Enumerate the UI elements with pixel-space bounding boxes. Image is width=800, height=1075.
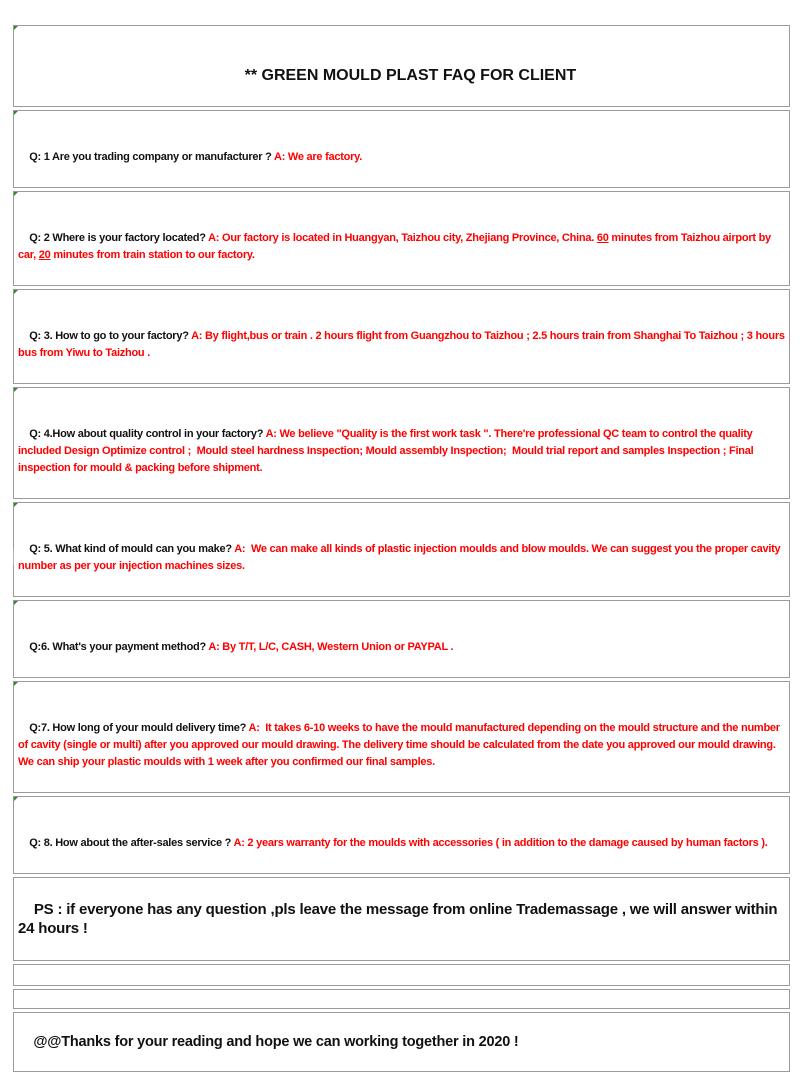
faq-row-q7 <box>13 681 790 793</box>
ps-note-row <box>13 877 790 961</box>
faq-row-q6 <box>13 600 790 678</box>
cell-corner-marker-icon <box>14 503 18 507</box>
cell-corner-marker-icon <box>14 388 18 392</box>
faq-answer: minutes from train station to our factory. <box>50 249 255 261</box>
faq-row-q8 <box>13 796 790 874</box>
cell-corner-marker-icon <box>14 682 18 686</box>
faq-answer: minutes from Taizhou airport by car, <box>18 232 774 261</box>
cell-corner-marker-icon <box>14 26 18 30</box>
partial-cell-border <box>13 549 14 565</box>
cell-corner-marker-icon <box>14 797 18 801</box>
empty-row <box>13 989 790 1009</box>
faq-question: Q: 4.How about quality control in your factory? <box>29 428 266 440</box>
faq-question: Q: 1 Are you trading company or manufacturer ? <box>29 151 274 163</box>
cell-corner-marker-icon <box>14 290 18 294</box>
faq-question: Q:7. How long of your mould delivery time? <box>29 722 249 734</box>
faq-question: Q: 3. How to go to your factory? <box>29 330 192 342</box>
faq-answer: A: By T/T, L/C, CASH, Western Union or PAYPAL . <box>208 641 454 653</box>
faq-question: Q: 5. What kind of mould can you make? <box>29 543 235 555</box>
faq-row-q3 <box>13 289 790 384</box>
faq-question: Q: 8. How about the after-sales service ? <box>29 837 234 849</box>
faq-row-q2 <box>13 191 790 286</box>
faq-answer-underlined: 20 <box>38 249 51 261</box>
thanks-note-text: @@Thanks for your reading and hope we can working together in 2020 ! <box>33 1034 519 1050</box>
cell-corner-marker-icon <box>14 192 18 196</box>
ps-note-text: PS : if everyone has any question ,pls leave the message from online Trademassage , we will answer within 24 hours ! <box>18 901 786 937</box>
title-row <box>13 25 790 107</box>
faq-row-q4 <box>13 387 790 499</box>
faq-answer: A: We believe "Quality is the first work task ". There're professional QC team to control the quality included Design Optimize control ; Mould steel hardness Inspection; Mould assembly Inspection; Mould trial report and samples Inspection ; Final inspection for mould & packing before shipment. <box>18 428 757 474</box>
faq-answer-underlined: 60 <box>596 232 609 244</box>
cell-corner-marker-icon <box>14 111 18 115</box>
empty-row <box>13 964 790 986</box>
faq-sheet <box>13 25 790 1075</box>
thanks-row <box>13 1012 790 1072</box>
faq-answer: A: Our factory is located in Huangyan, Taizhou city, Zhejiang Province, China. <box>208 232 597 244</box>
faq-question: Q: 2 Where is your factory located? <box>29 232 209 244</box>
faq-row-q1 <box>13 110 790 188</box>
faq-answer: A: We are factory. <box>274 151 363 163</box>
faq-answer: A: It takes 6-10 weeks to have the mould manufactured depending on the mould structure and the number of cavity (single or multi) after you approved our mould drawing. The delivery time should be calculated from the date you approved our mould drawing. We can ship your plastic moulds with 1 week after you confirmed our final samples. <box>18 722 783 768</box>
faq-answer: A: 2 years warranty for the moulds with accessories ( in addition to the damage caused by human factors ). <box>233 837 768 849</box>
page-title: ** GREEN MOULD PLAST FAQ FOR CLIENT <box>244 67 577 84</box>
faq-answer: A: We can make all kinds of plastic injection moulds and blow moulds. We can suggest you the proper cavity number as per your injection machines sizes. <box>18 543 784 572</box>
cell-corner-marker-icon <box>14 601 18 605</box>
faq-question: Q:6. What's your payment method? <box>29 641 209 653</box>
faq-row-q5 <box>13 502 790 597</box>
faq-answer: A: By flight,bus or train . 2 hours flight from Guangzhou to Taizhou ; 2.5 hours train from Shanghai To Taizhou ; 3 hours bus from Yiwu to Taizhou . <box>18 330 788 359</box>
